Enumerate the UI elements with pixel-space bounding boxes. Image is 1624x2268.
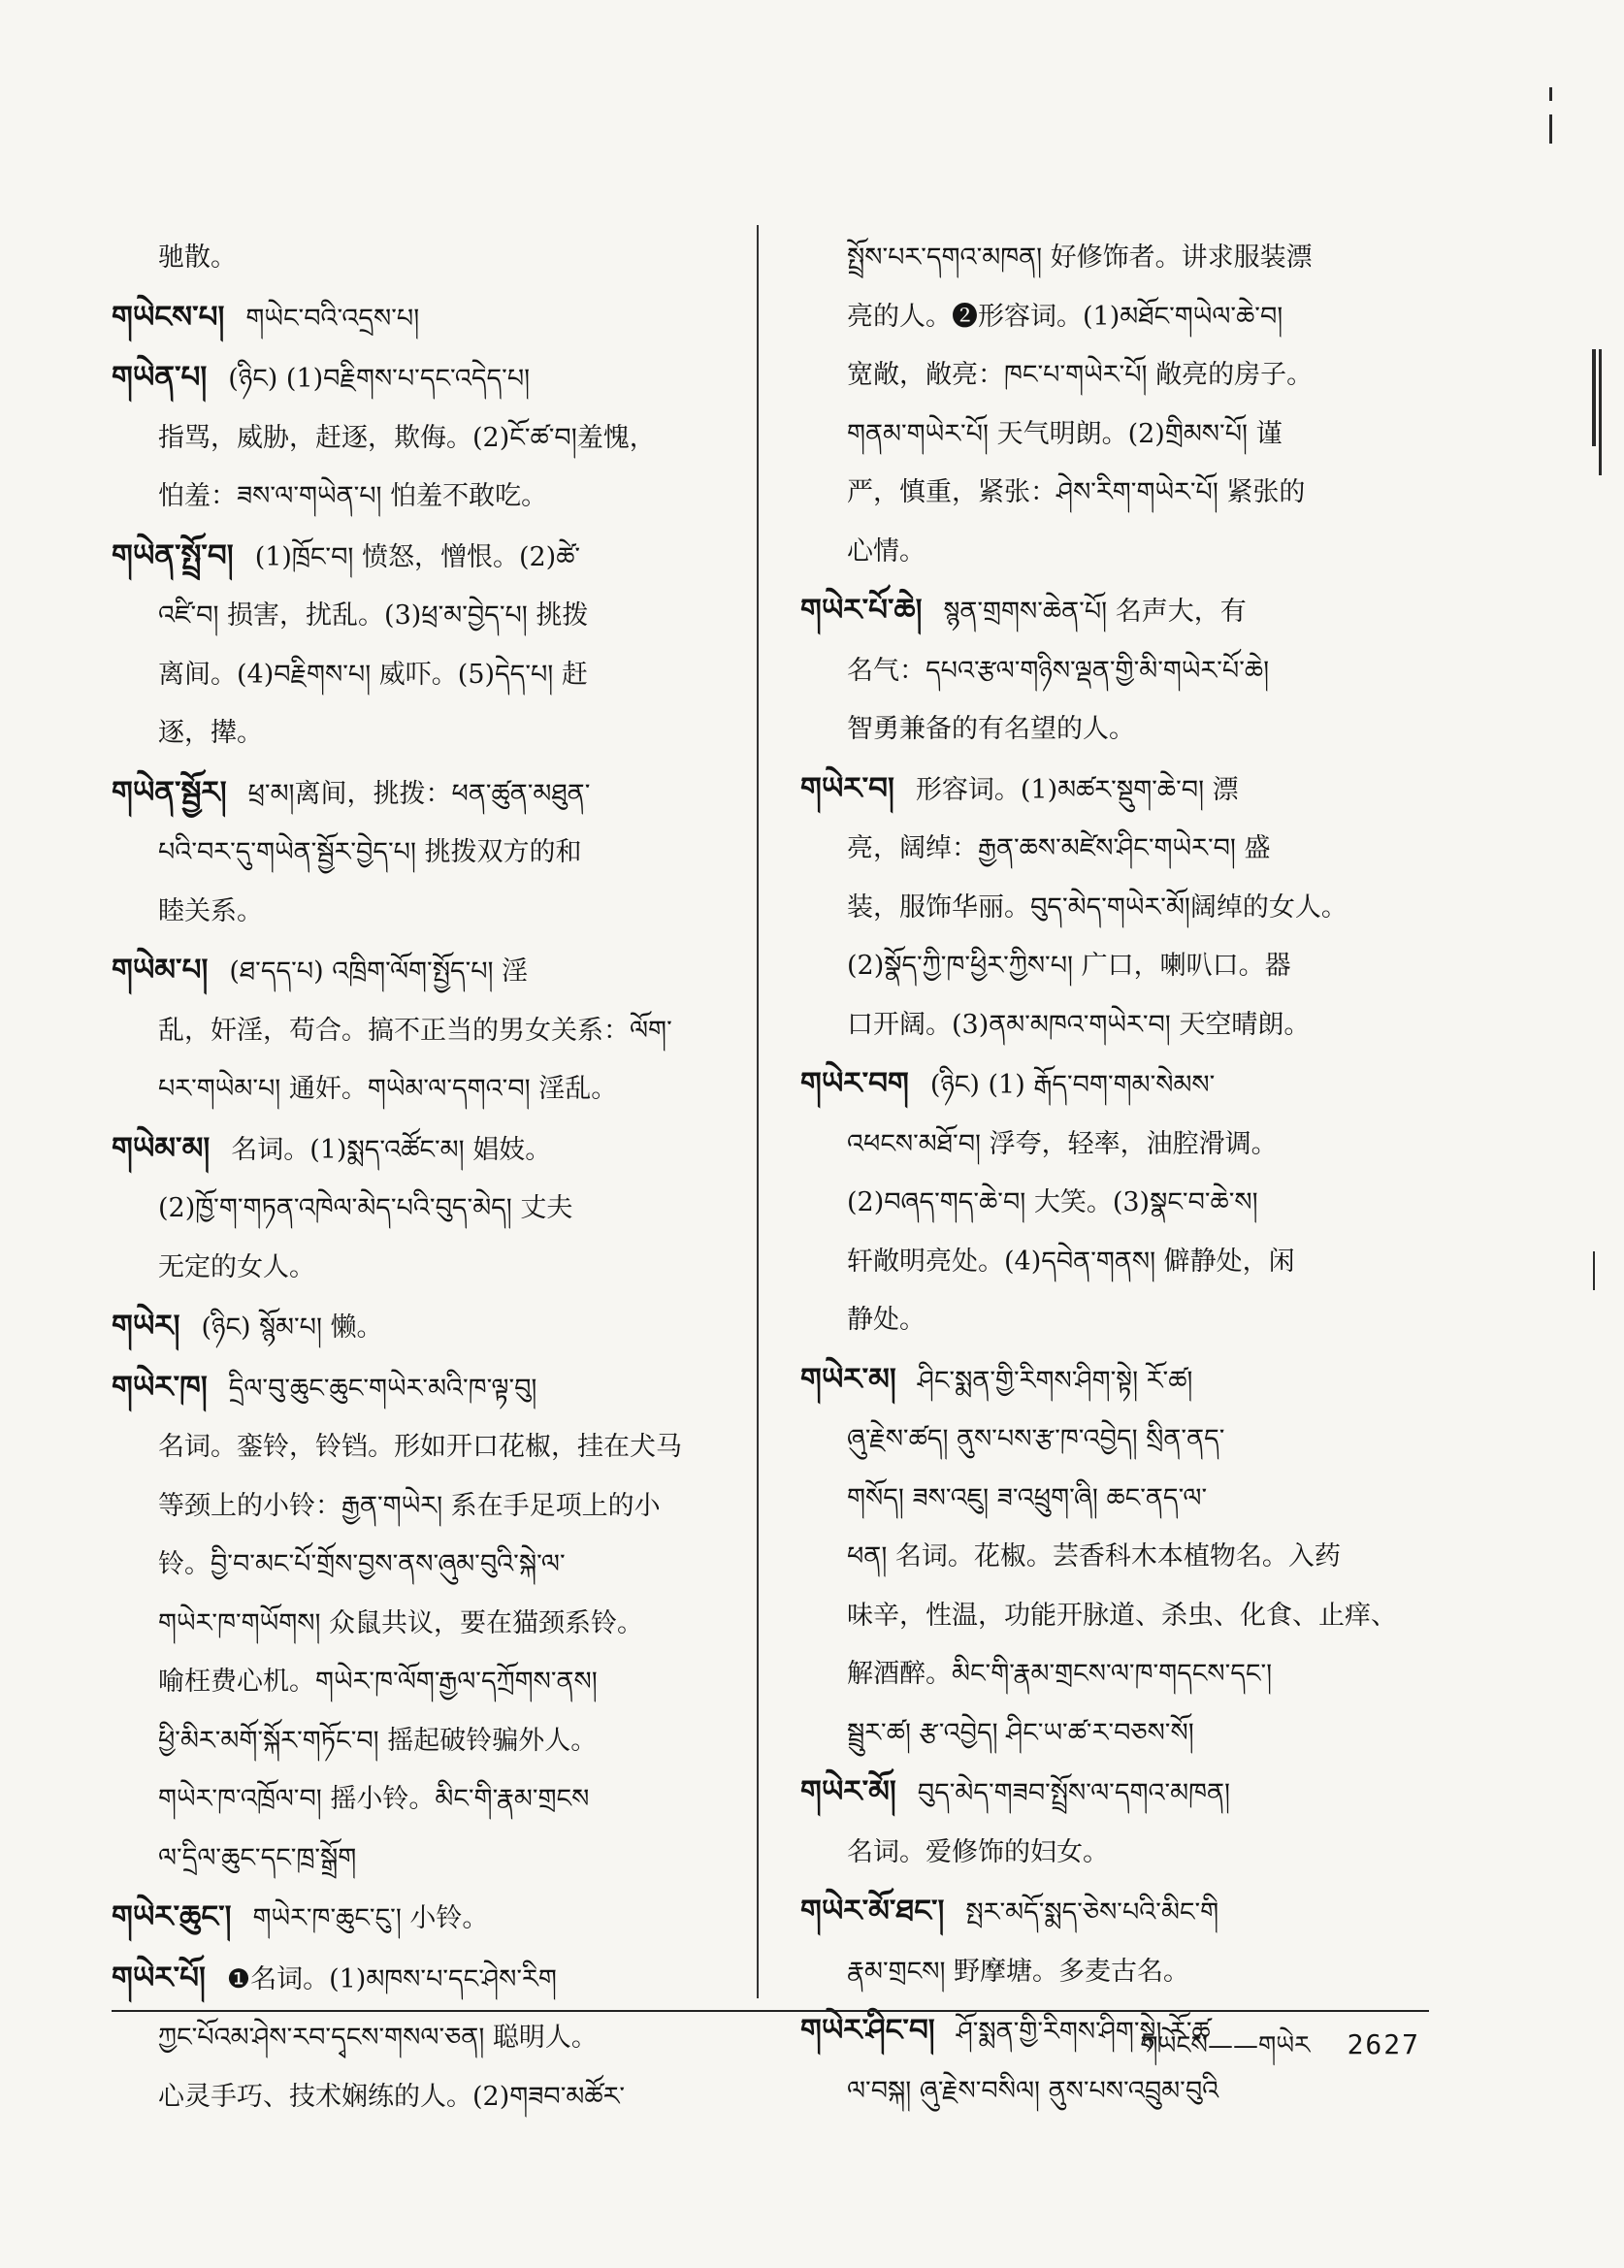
definition-text: 等颈上的小铃：རྒྱན་གཡེར། 系在手足项上的小 (158, 1490, 661, 1521)
definition-text: སྙན་གྲགས་ཆེན་པོ། 名声大，有 (943, 597, 1247, 627)
entry-line (800, 1763, 1402, 1824)
entry-line (800, 288, 1402, 347)
definition-text: འཛི་བ། 损害，扰乱。(3)ཕྲ་མ་བྱེད་པ། 挑拨 (158, 600, 589, 631)
footer-rule (112, 2010, 1429, 2012)
dictionary-entry (112, 288, 713, 349)
entry-line (800, 820, 1402, 879)
entry-line (800, 1587, 1402, 1646)
entry-line (800, 523, 1402, 582)
definition-text: ཤོ་སྨན་གྱི་རིགས་ཤིག་སྟེ། རོ་ཚ (956, 2017, 1211, 2047)
entry-line (112, 348, 713, 409)
entry-line (800, 996, 1402, 1055)
entry-line (800, 1645, 1402, 1704)
entry-line (800, 879, 1402, 938)
entry-line (112, 1830, 713, 1889)
dictionary-entry (112, 1119, 713, 1298)
definition-text: པར་གཡེམ་པ། 通奸。གཡེམ་ལ་དགའ་བ། 淫乱。 (158, 1074, 618, 1104)
entry-line (112, 646, 713, 705)
entry-line (112, 527, 713, 588)
entry-line (112, 1119, 713, 1181)
dictionary-entry (112, 1297, 713, 1358)
definition-text: (ཉིང) (1) རྒོད་བག་གམ་སེམས་ (929, 1070, 1216, 1100)
definition-text: 喻枉费心机。གཡེར་ཁ་ལོག་རྒྱལ་དཀྲོགས་ནས། (158, 1667, 598, 1697)
headword: གཡེར་ཤིང་བ། (800, 2013, 935, 2048)
scan-edge-mark (1549, 114, 1552, 144)
headword: གཡེར་པོ། (112, 1960, 206, 1995)
entry-line (112, 941, 713, 1002)
entry-line (112, 1712, 713, 1771)
entry-line (800, 1054, 1402, 1116)
definition-text: 乱，奸淫，苟合。搞不正当的男女关系：ལོག་ (158, 1015, 672, 1046)
definition-text: 静处。 (847, 1305, 926, 1335)
definition-text: པའི་བར་དུ་གཡེན་སྦྱོར་བྱེད་པ། 挑拨双方的和 (158, 837, 582, 867)
entry-line (112, 468, 713, 527)
headword: གཡེར་བག (800, 1066, 909, 1101)
definition-text: 宽敞，敞亮：ཁང་པ་གཡེར་པོ། 敞亮的房子。 (847, 360, 1314, 390)
entry-line (112, 2009, 713, 2068)
definition-text: 铃。བྱི་བ་མང་པོ་གྲོས་བྱས་ནས་ཞུམ་བུའི་སྐེ་ལ་ (158, 1549, 566, 1579)
entry-line (112, 1536, 713, 1595)
entry-line (800, 229, 1402, 288)
definition-text: བུད་མེད་གཟབ་སྤྲོས་ལ་དགའ་མཁན། (917, 1778, 1231, 1808)
dictionary-entry (112, 1888, 713, 1949)
definition-text: ཤིང་སྨན་གྱི་རིགས་ཤིག་སྟེ། རོ་ཚ། (917, 1365, 1193, 1396)
definition-text: 解酒醉。མིང་གི་རྣམ་གྲངས་ལ་ཁ་གདངས་དང་། (847, 1659, 1273, 1689)
scan-edge-mark (1549, 87, 1552, 101)
entry-line (112, 763, 713, 825)
definition-text: ལ་བསྐ། ཞུ་རྗེས་བསིལ། ནུས་པས་འབྲུམ་བུའི (847, 2075, 1219, 2106)
entry-line (112, 1949, 713, 2010)
headword: གཡེར་མ། (800, 1361, 896, 1397)
definition-text: གཡེར་ཁ་གཡོགས། 众鼠共议，要在猫颈系铃。 (158, 1607, 644, 1638)
headword: གཡེངས་པ། (112, 299, 225, 335)
headword: གཡེན་སྤྲོ་བ། (112, 537, 234, 573)
entry-line (800, 1882, 1402, 1943)
entry-line (800, 642, 1402, 701)
definition-text: 亮的人。❷形容词。(1)མཐོང་གཡེལ་ཆེ་བ། (847, 301, 1283, 332)
definition-text: ཕན། 名词。花椒。芸香科木本植物名。入药 (847, 1541, 1341, 1571)
definition-text: ཕྱི་མིར་མགོ་སྐོར་གཏོང་བ། 摇起破铃骗外人。 (158, 1725, 598, 1756)
dictionary-entry (112, 527, 713, 763)
headword: གཡེར་པོ་ཆེ། (800, 593, 923, 628)
definition-text: སྦྲུར་ཚ། རྩ་འབྱེད། ཤིང་ཡ་ཚ་ར་བཅས་སོ། (847, 1717, 1194, 1748)
definition-text: 名气：དཔའ་རྩལ་གཉིས་ལྡན་གྱི་མི་གཡེར་པོ་ཆེ། (847, 655, 1270, 686)
entry-line (112, 1888, 713, 1949)
dictionary-entry (112, 1949, 713, 2127)
dictionary-entry (112, 348, 713, 527)
entry-line (800, 346, 1402, 405)
definition-text: (ཐ་དད་པ) འཁྲིག་ལོག་སྤྱོད་པ། 淫 (229, 956, 529, 987)
dictionary-entry (800, 1882, 1402, 2001)
definition-text: 智勇兼备的有名望的人。 (847, 714, 1135, 744)
definition-text: 心灵手巧、技术娴练的人。(2)གཟབ་མཚོར་ (158, 2081, 626, 2112)
headword: གཡེམ་པ། (112, 953, 209, 988)
definition-text: སྤར་མདོ་སྨད་ཅེས་པའི་མིང་གི (965, 1897, 1219, 1928)
dictionary-entry (800, 1763, 1402, 1882)
headword: གཡེན་སྦྱོར། (112, 774, 227, 810)
entry-line (112, 229, 713, 288)
entry-line (112, 883, 713, 942)
entry-line (112, 1002, 713, 1061)
entry-line (112, 1060, 713, 1119)
dictionary-entry (112, 1358, 713, 1889)
entry-line (800, 1350, 1402, 1411)
column-divider (757, 225, 759, 1998)
definition-text: 驰散。 (158, 243, 237, 273)
dictionary-entry (112, 941, 713, 1119)
entry-line (112, 1358, 713, 1419)
entry-line (800, 937, 1402, 996)
definition-text: གཡེར་ཁ་ཆུང་ངུ་། 小铃。 (252, 1903, 489, 1933)
dictionary-entry (800, 1350, 1402, 1764)
definition-text: 口开阔。(3)ནམ་མཁའ་གཡེར་བ། 天空晴朗。 (847, 1009, 1311, 1040)
definition-text: (2)སྣོད་ཀྱི་ཁ་ཕྱིར་ཀྱིས་པ། 广口，喇叭口。器 (847, 951, 1291, 981)
headword: གཡེམ་མ། (112, 1130, 211, 1166)
dictionary-entry (112, 229, 713, 288)
definition-text: ❶名词。(1)མཁས་པ་དང་ཤེས་རིག (226, 1963, 557, 1994)
entry-line (112, 288, 713, 349)
entry-line (800, 700, 1402, 760)
definition-text: གཡེར་ཁ་འཁྲོལ་བ། 摇小铃。མིང་གི་རྣམ་གྲངས (158, 1784, 590, 1814)
entry-line (112, 1477, 713, 1537)
definition-text: (1)ཁྲོང་བ། 愤怒，憎恨。(2)ཚེ་ (254, 541, 581, 572)
headword: གཡེར། (112, 1309, 180, 1344)
definition-text: 名词。(1)སྨད་འཚོང་མ། 娼妓。 (231, 1134, 552, 1165)
definition-text: 指骂，威胁，赶逐，欺侮。(2)ངོ་ཚ་བ།羞愧， (158, 422, 656, 453)
definition-text: 严，慎重，紧张：ཤེས་རིག་གཡེར་པོ། 紧张的 (847, 477, 1306, 507)
entry-line (800, 760, 1402, 821)
entry-line (112, 824, 713, 883)
headword: གཡེར་མོ། (800, 1774, 896, 1809)
entry-line (800, 405, 1402, 465)
definition-text: (ཉིང) སྙོམ་པ། 懒。 (201, 1312, 383, 1343)
headword: གཡེར་ཁ། (112, 1369, 208, 1405)
entry-line (800, 1291, 1402, 1350)
headword: གཡེར་ཆུང་། (112, 1899, 232, 1934)
definition-text: 无定的女人。 (158, 1251, 315, 1282)
definition-text: 名词。爱修饰的妇女。 (847, 1836, 1109, 1867)
entry-line (112, 2068, 713, 2127)
entry-line (112, 1770, 713, 1830)
entry-line (112, 587, 713, 646)
entry-line (800, 1233, 1402, 1292)
definition-text: 装，服饰华丽。བུད་མེད་གཡེར་མོ།阔绰的女人。 (847, 891, 1348, 923)
definition-text: 离间。(4)བརྗིགས་པ། 威吓。(5)དེད་པ། 赶 (158, 659, 588, 690)
page-number: 2627 (1347, 2028, 1420, 2060)
definition-text: 心情。 (847, 535, 926, 567)
definition-text: དྲིལ་བུ་ཆུང་ཆུང་གཡེར་མའི་ཁ་ལྟ་བུ། (228, 1373, 537, 1404)
scan-edge-mark (1592, 349, 1596, 446)
headword: གཡེན་པ། (112, 360, 208, 395)
definition-text: འཕངས་མཐོ་བ། 浮夸，轻率，油腔滑调。 (847, 1128, 1278, 1159)
entry-line (800, 464, 1402, 523)
headword: གཡེར་མོ་ཐང་། (800, 1894, 945, 1928)
dictionary-entry (800, 581, 1402, 760)
page-footer (1140, 2016, 1420, 2075)
entry-line (112, 1239, 713, 1298)
definition-text: ཞུ་རྗེས་ཚད། ནུས་པས་རྩ་ཁ་འབྱེད། སྲིན་ནད་ (847, 1424, 1225, 1454)
definition-text: 亮，阔绰：རྒྱན་ཆས་མཛེས་ཤིང་གཡེར་བ། 盛 (847, 833, 1271, 863)
definition-text: གསོད། ཟས་འཇུ། ཟ་འཕྲུག་ཞི། ཆང་ནད་ལ་ (847, 1482, 1208, 1513)
entry-line (800, 1528, 1402, 1587)
entry-line (112, 1297, 713, 1358)
entry-line (112, 1418, 713, 1477)
definition-text: རྣམ་གྲངས། 野摩塘。多麦古名。 (847, 1956, 1190, 1987)
entry-line (800, 1174, 1402, 1233)
entry-line (112, 1653, 713, 1712)
entry-line (112, 1180, 713, 1239)
definition-text: 味辛，性温，功能开脉道、杀虫、化食、止痒、 (847, 1600, 1397, 1631)
definition-text: གཡེང་བའི་འདྲས་པ། (245, 303, 420, 334)
definition-text: (2)བཞད་གད་ཆེ་བ། 大笑。(3)སྣང་བ་ཆེ་ས། (847, 1187, 1258, 1217)
definition-text: 睦关系。 (158, 895, 263, 926)
dictionary-entry (800, 1054, 1402, 1350)
right-column (800, 229, 1402, 2121)
definition-text: 轩敞明亮处。(4)དབེན་གནས། 僻静处，闲 (847, 1246, 1295, 1277)
entry-line (800, 1824, 1402, 1883)
definition-text: ཕྲ་མ།离间，挑拨：ཕན་ཚུན་མཐུན་ (247, 778, 591, 809)
entry-line (112, 704, 713, 763)
headword: གཡེར་བ། (800, 770, 894, 806)
scan-edge-mark (1599, 349, 1602, 475)
left-column (112, 229, 713, 2126)
definition-text: 名词。銮铃，铃铛。形如开口花椒，挂在犬马 (158, 1432, 682, 1462)
scan-edge-mark (1593, 1251, 1595, 1290)
dictionary-entry (112, 763, 713, 942)
headword-range: གཡེངས——གཡེར (1140, 2031, 1311, 2060)
entry-line (800, 1470, 1402, 1529)
definition-text: 逐，撵。 (158, 718, 263, 748)
definition-text: ཀྱང་པོའམ་ཤེས་རབ་དྭངས་གསལ་ཅན། 聪明人。 (158, 2023, 598, 2053)
entry-line (800, 1116, 1402, 1175)
entry-line (112, 409, 713, 469)
definition-text: སྤྲོས་པར་དགའ་མཁན། 好修饰者。讲求服装漂 (847, 243, 1313, 273)
entry-line (800, 1704, 1402, 1764)
definition-text: གནམ་གཡེར་པོ། 天气明朗。(2)གྲིམས་པོ། 谨 (847, 418, 1283, 449)
definition-text: 怕羞：ཟས་ལ་གཡེན་པ། 怕羞不敢吃。 (158, 481, 548, 511)
entry-line (112, 1595, 713, 1654)
dictionary-entry (800, 229, 1402, 581)
entry-line (800, 1410, 1402, 1470)
definition-text: (2)ཁྱོ་ག་གཏན་འཁེལ་མེད་པའི་བུད་མེད། 丈夫 (158, 1193, 573, 1223)
entry-line (800, 581, 1402, 642)
entry-line (800, 1943, 1402, 2002)
dictionary-entry (800, 760, 1402, 1055)
definition-text: ལ་དྲིལ་ཆུང་དང་ཁྲ་སྒྲོག (158, 1842, 357, 1873)
definition-text: 形容词。(1)མཚར་སྡུག་ཆེ་བ། 漂 (915, 774, 1239, 805)
definition-text: (ཉིང) (1)བརྗིགས་པ་དང་འདེད་པ། (228, 364, 531, 394)
